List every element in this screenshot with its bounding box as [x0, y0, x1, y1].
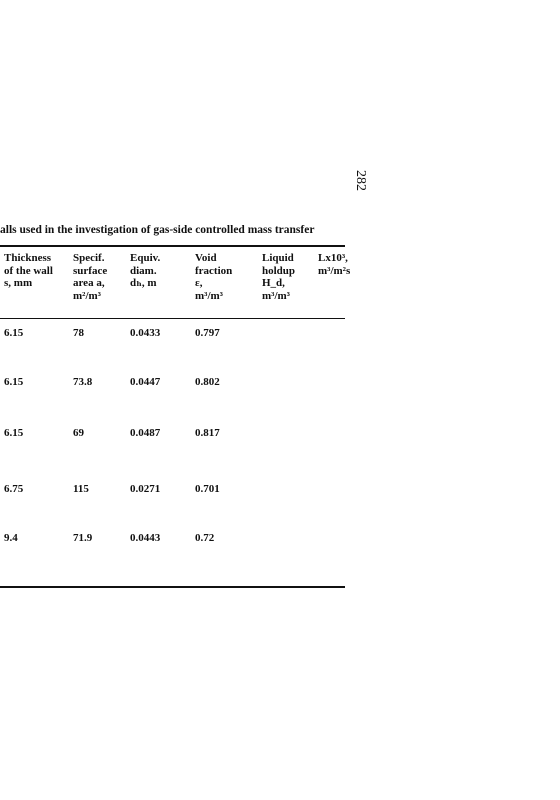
- header-liquid-holdup-line-1: Liquid: [262, 252, 294, 264]
- table-top-rule: [0, 245, 345, 247]
- header-void-fraction-line-4: m³/m³: [195, 289, 223, 302]
- header-void-fraction: [195, 252, 232, 302]
- header-specific-surface-line-3: area a,: [73, 277, 105, 289]
- cell-thickness: 6.15: [4, 427, 24, 439]
- header-liquid-load: [318, 252, 350, 277]
- cell-equiv-diam: 0.0487: [130, 427, 161, 439]
- cell-specific-surface: 78: [73, 327, 84, 339]
- cell-thickness: 6.75: [4, 483, 24, 495]
- header-void-fraction-line-3: ε,: [195, 277, 203, 289]
- cell-equiv-diam: 0.0447: [130, 376, 161, 388]
- cell-void-fraction: 0.797: [195, 327, 220, 339]
- table-header-rule: [0, 318, 345, 319]
- table-row: [0, 483, 345, 497]
- header-specific-surface-line-4: m²/m³: [73, 289, 101, 302]
- header-specific-surface: [73, 252, 107, 302]
- cell-equiv-diam: 0.0433: [130, 327, 161, 339]
- header-liquid-holdup-line-4: m³/m³: [262, 289, 290, 302]
- table-row: [0, 532, 345, 546]
- cell-thickness: 9.4: [4, 532, 18, 544]
- cell-equiv-diam: 0.0443: [130, 532, 161, 544]
- header-thickness: [4, 252, 53, 290]
- header-liquid-load-line-1: Lx10³,: [318, 252, 348, 264]
- header-equiv-diam: [130, 252, 160, 290]
- table-caption: alls used in the investigation of gas-side controlled mass transfer: [0, 224, 315, 236]
- table-row: [0, 427, 345, 441]
- header-void-fraction-line-2: fraction: [195, 264, 233, 277]
- cell-void-fraction: 0.72: [195, 532, 215, 544]
- header-equiv-diam-line-1: Equiv.: [130, 252, 161, 264]
- table-row: [0, 327, 345, 341]
- cell-equiv-diam: 0.0271: [130, 483, 161, 495]
- header-liquid-load-line-2: m³/m²s: [318, 264, 351, 277]
- header-specific-surface-line-1: Specif.: [73, 252, 105, 264]
- cell-specific-surface: 115: [73, 483, 89, 495]
- header-thickness-line-1: Thickness: [4, 252, 52, 264]
- cell-thickness: 6.15: [4, 376, 24, 388]
- cell-void-fraction: 0.701: [195, 483, 220, 495]
- cell-specific-surface: 73.8: [73, 376, 93, 388]
- table-bottom-rule: [0, 586, 345, 588]
- header-thickness-line-2: of the wall: [4, 264, 53, 277]
- header-equiv-diam-line-3: dₕ, m: [130, 277, 157, 289]
- cell-void-fraction: 0.802: [195, 376, 220, 388]
- header-thickness-line-3: s, mm: [4, 277, 33, 289]
- table-row: [0, 376, 345, 390]
- header-void-fraction-line-1: Void: [195, 252, 217, 264]
- header-liquid-holdup: [262, 252, 295, 302]
- header-specific-surface-line-2: surface: [73, 264, 108, 277]
- header-liquid-holdup-line-2: holdup: [262, 264, 296, 277]
- header-liquid-holdup-line-3: H_d,: [262, 277, 285, 289]
- cell-void-fraction: 0.817: [195, 427, 220, 439]
- cell-specific-surface: 69: [73, 427, 84, 439]
- header-equiv-diam-line-2: diam.: [130, 264, 157, 277]
- cell-thickness: 6.15: [4, 327, 24, 339]
- page-number: 282: [353, 170, 368, 191]
- cell-specific-surface: 71.9: [73, 532, 93, 544]
